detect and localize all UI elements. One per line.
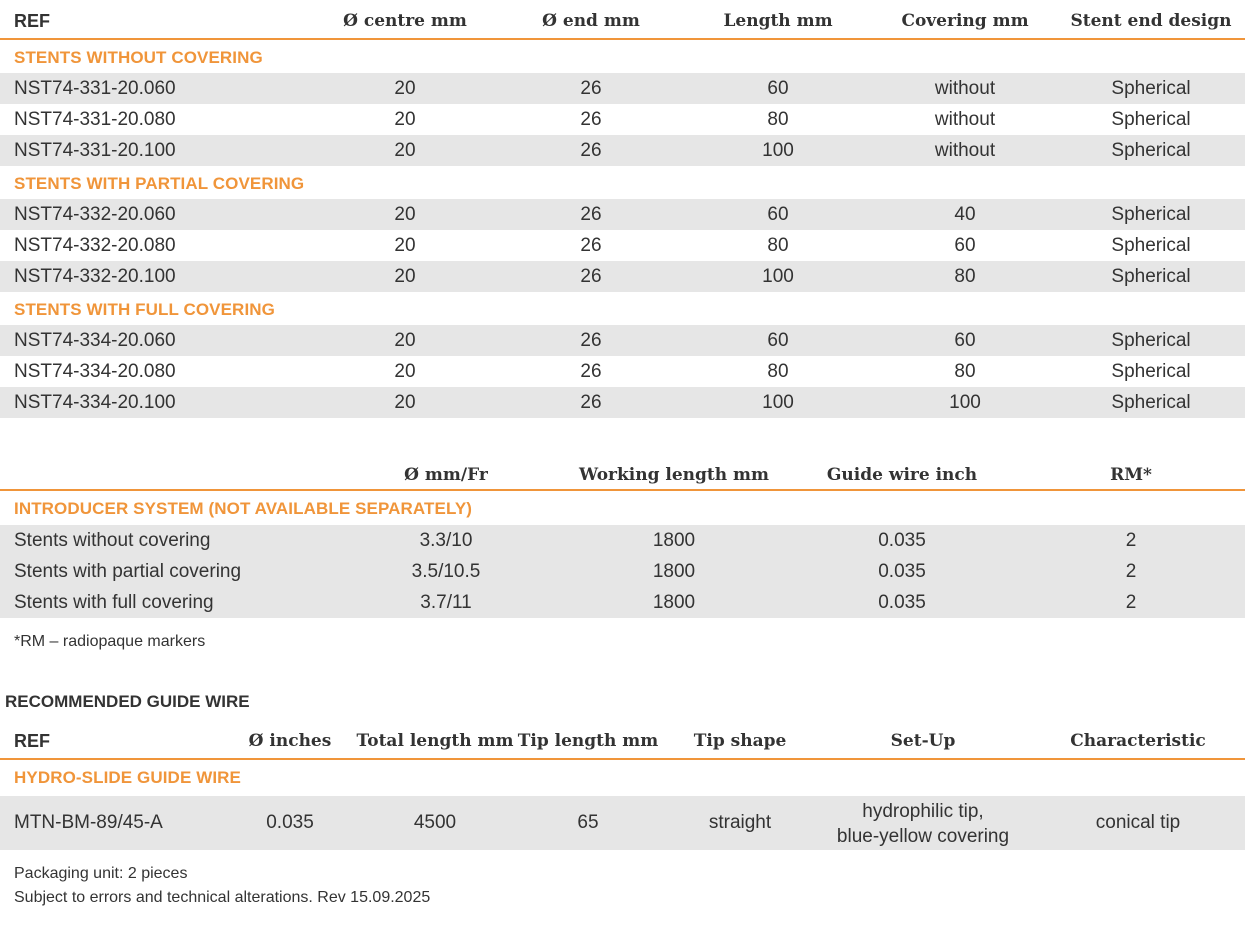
section-title [0,40,1245,73]
table-row [0,325,1245,356]
cell-length: 80 [767,235,789,256]
disclaimer-note: Subject to errors and technical alterations. Rev 15.09.2025 [14,889,431,906]
col-header-tip-length: Tip length mm [517,731,659,751]
cell-length: 80 [767,361,789,382]
cell-end-design: Spherical [1111,330,1191,351]
cell-end-design: Spherical [1111,109,1191,130]
cell-end-diameter: 26 [580,361,602,382]
cell-centre-diameter: 20 [394,78,416,99]
col-header-length: Length mm [723,11,833,31]
cell-covering: 100 [949,392,981,413]
cell-end-diameter: 26 [580,109,602,130]
stents-table-body [0,40,1245,418]
cell-working-length: 1800 [652,561,696,582]
cell-length: 100 [762,266,794,287]
guide-wire-table [0,722,1245,850]
cell-stent-type: Stents without covering [14,530,211,551]
cell-ref: NST74-334-20.080 [14,361,176,382]
cell-length: 100 [762,392,794,413]
cell-end-diameter: 26 [580,330,602,351]
packaging-note: Packaging unit: 2 pieces [14,865,188,882]
cell-centre-diameter: 20 [394,266,416,287]
cell-setup-line2: blue-yellow covering [836,826,1010,847]
table-row [0,230,1245,261]
cell-length: 60 [767,78,789,99]
col-header-tip-shape: Tip shape [693,731,787,751]
cell-end-design: Spherical [1111,140,1191,161]
cell-guide-wire: 0.035 [878,561,926,582]
cell-ref: NST74-331-20.080 [14,109,176,130]
cell-covering: without [934,78,996,99]
cell-ref: NST74-332-20.060 [14,204,176,225]
cell-guide-wire: 0.035 [878,530,926,551]
col-header-guide-wire: Guide wire inch [826,465,978,485]
cell-end-diameter: 26 [580,392,602,413]
cell-diameter: 0.035 [266,812,314,833]
cell-length: 80 [767,109,789,130]
cell-total-length: 4500 [413,812,457,833]
cell-setup [837,799,1009,849]
guide-wire-table-header [0,722,1245,760]
col-header-end-design: Stent end design [1070,11,1232,31]
section-title-label: STENTS WITH PARTIAL COVERING [14,174,305,193]
col-header-end-diameter: Ø end mm [542,11,640,31]
cell-length: 60 [767,204,789,225]
table-row [0,356,1245,387]
cell-end-design: Spherical [1111,392,1191,413]
cell-ref: NST74-332-20.080 [14,235,176,256]
cell-covering: 60 [954,235,976,256]
cell-covering: without [934,140,996,161]
table-row [0,387,1245,418]
introducer-table-body [0,525,1245,618]
cell-centre-diameter: 20 [394,140,416,161]
cell-end-diameter: 26 [580,266,602,287]
cell-covering: 60 [954,330,976,351]
table-row [0,556,1245,587]
col-header-diameter-inches: Ø inches [248,731,332,751]
col-header-working-length: Working length mm [578,465,770,485]
cell-centre-diameter: 20 [394,235,416,256]
cell-ref: NST74-334-20.100 [14,392,176,413]
cell-diameter-fr: 3.7/11 [420,592,472,613]
table-row [0,525,1245,556]
table-row [0,135,1245,166]
cell-diameter-fr: 3.5/10.5 [411,561,481,582]
table-row [0,796,1245,850]
cell-ref: NST74-332-20.100 [14,266,176,287]
cell-working-length: 1800 [652,530,696,551]
cell-ref: MTN-BM-89/45-A [14,812,163,833]
cell-guide-wire: 0.035 [878,592,926,613]
cell-centre-diameter: 20 [394,361,416,382]
cell-end-design: Spherical [1111,361,1191,382]
cell-end-design: Spherical [1111,204,1191,225]
col-header-rm: RM* [1110,465,1152,485]
col-header-characteristic: Characteristic [1070,731,1206,751]
table-row [0,199,1245,230]
cell-end-diameter: 26 [580,140,602,161]
introducer-table [0,456,1245,618]
cell-rm: 2 [1125,592,1137,613]
col-header-ref: REF [14,731,50,751]
cell-ref: NST74-331-20.100 [14,140,176,161]
cell-ref: NST74-331-20.060 [14,78,176,99]
section-title [0,760,1245,796]
section-title [0,292,1245,325]
table-row [0,587,1245,618]
cell-end-design: Spherical [1111,78,1191,99]
cell-end-design: Spherical [1111,235,1191,256]
cell-centre-diameter: 20 [394,392,416,413]
col-header-total-length: Total length mm [356,731,514,751]
stents-table [0,2,1245,418]
section-title [0,166,1245,199]
cell-working-length: 1800 [652,592,696,613]
cell-covering: 80 [954,361,976,382]
cell-rm: 2 [1125,530,1137,551]
cell-tip-shape: straight [708,812,772,833]
col-header-centre-diameter: Ø centre mm [343,11,467,31]
col-header-setup: Set-Up [890,731,956,751]
cell-length: 60 [767,330,789,351]
introducer-table-header [0,456,1245,491]
cell-end-diameter: 26 [580,78,602,99]
cell-ref: NST74-334-20.060 [14,330,176,351]
cell-end-diameter: 26 [580,204,602,225]
cell-stent-type: Stents with partial covering [14,561,242,582]
rm-footnote: *RM – radiopaque markers [14,633,206,650]
col-header-covering: Covering mm [901,11,1029,31]
cell-length: 100 [762,140,794,161]
section-title-label: INTRODUCER SYSTEM (NOT AVAILABLE SEPARATELY) [14,499,473,518]
cell-centre-diameter: 20 [394,109,416,130]
cell-centre-diameter: 20 [394,330,416,351]
cell-covering: 80 [954,266,976,287]
section-title [0,491,1245,525]
cell-end-diameter: 26 [580,235,602,256]
section-title-label: STENTS WITH FULL COVERING [14,300,275,319]
guide-wire-caption: RECOMMENDED GUIDE WIRE [5,692,250,711]
col-header-ref: REF [14,11,50,31]
table-row [0,73,1245,104]
cell-rm: 2 [1125,561,1137,582]
cell-covering: 40 [954,204,976,225]
cell-end-design: Spherical [1111,266,1191,287]
cell-covering: without [934,109,996,130]
cell-diameter-fr: 3.3/10 [419,530,473,551]
table-row [0,261,1245,292]
col-header-diameter-fr: Ø mm/Fr [404,465,488,485]
section-title-label: STENTS WITHOUT COVERING [14,48,263,67]
section-title-label: HYDRO-SLIDE GUIDE WIRE [14,768,241,787]
cell-tip-length: 65 [577,812,599,833]
cell-centre-diameter: 20 [394,204,416,225]
cell-characteristic: conical tip [1095,812,1181,833]
stents-table-header [0,2,1245,40]
cell-stent-type: Stents with full covering [14,592,214,613]
cell-setup-line1: hydrophilic tip, [862,801,984,822]
table-row [0,104,1245,135]
